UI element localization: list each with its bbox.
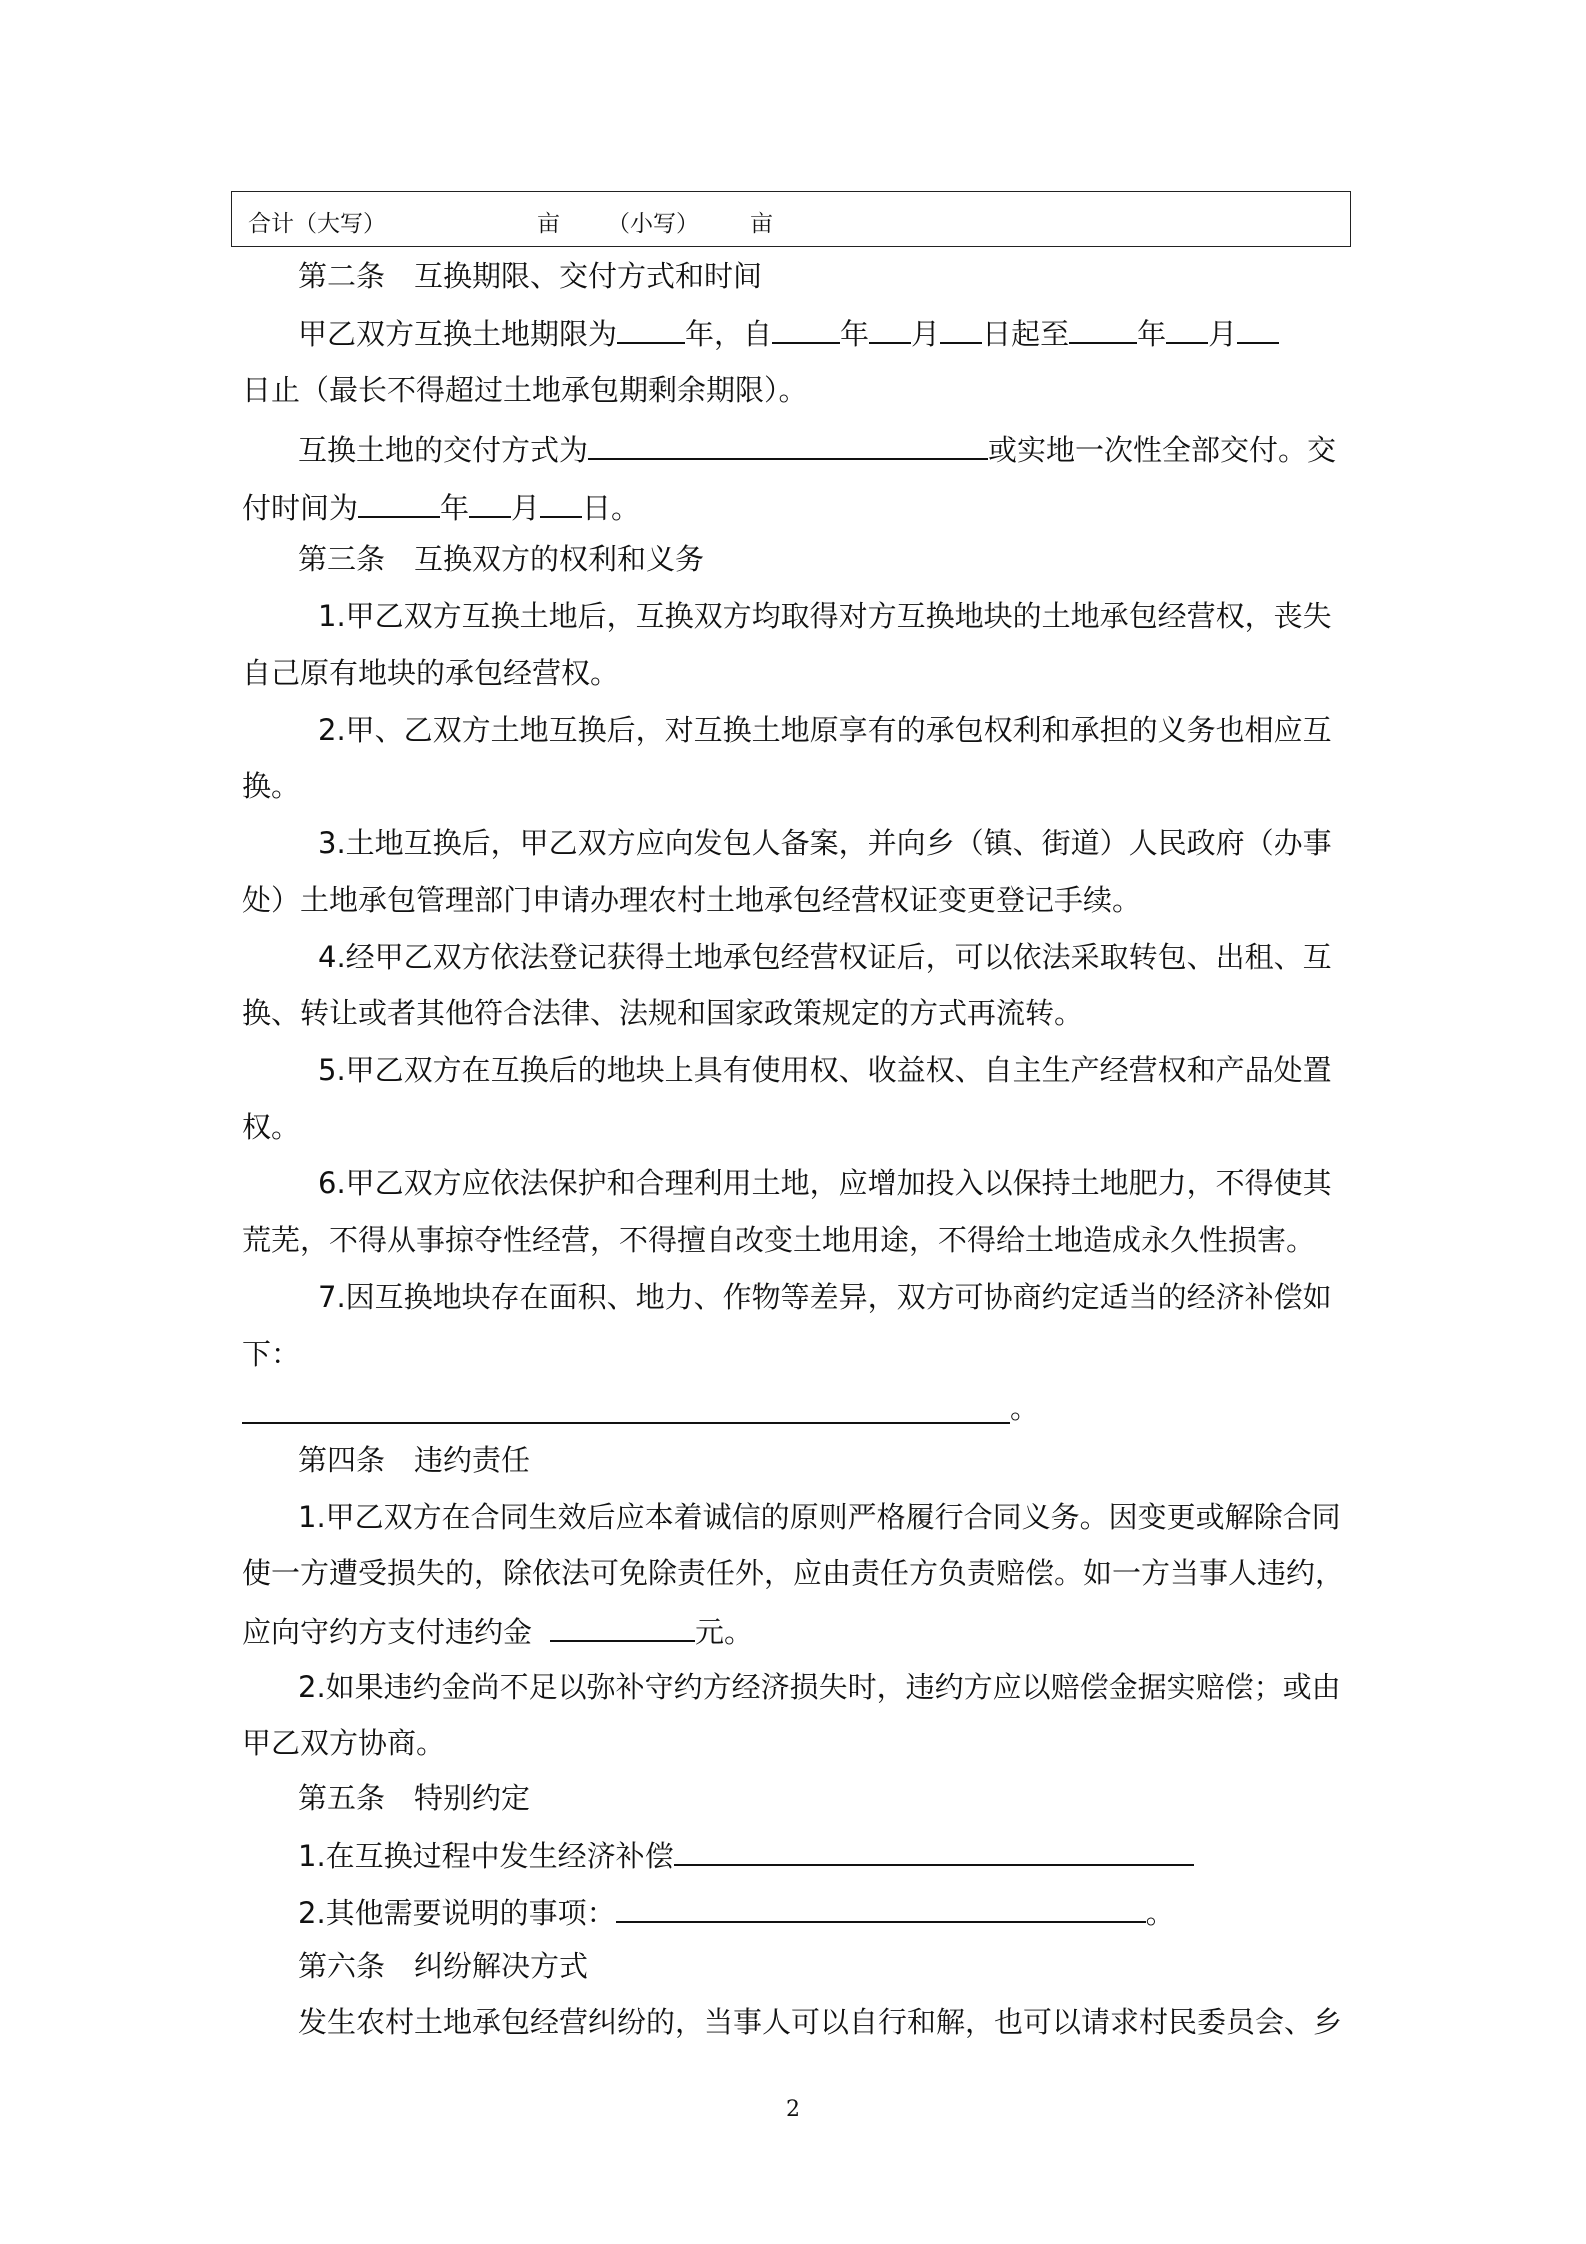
article-2-delivery-method: 互换土地的交付方式为 或实地一次性全部交付。交 [298, 428, 1336, 470]
article-3-item-1b: 自己原有地块的承包经营权。 [242, 656, 620, 690]
article-4-item-2b: 甲乙双方协商。 [242, 1726, 446, 1760]
page-number: 2 [786, 2097, 800, 2122]
article-2-heading: 第二条 互换期限、交付方式和时间 [298, 259, 763, 293]
article-6-paragraph: 发生农村土地承包经营纠纷的，当事人可以自行和解，也可以请求村民委员会、乡 [298, 2005, 1343, 2039]
article-3-item-4b: 换、转让或者其他符合法律、法规和国家政策规定的方式再流转。 [242, 996, 1084, 1030]
article-3-heading: 第三条 互换双方的权利和义务 [298, 542, 705, 576]
mu-unit-1: 亩 [537, 211, 560, 237]
article-5-item-1: 1.在互换过程中发生经济补偿 [298, 1834, 1194, 1876]
article-5-item-2: 2.其他需要说明的事项： 。 [298, 1891, 1175, 1933]
area-total-row [231, 191, 1351, 247]
mu-unit-2: 亩 [750, 211, 773, 237]
article-4-item-1b: 使一方遭受损失的，除依法可免除责任外，应由责任方负责赔偿。如一方当事人违约， [242, 1556, 1345, 1590]
article-4-item-2a: 2.如果违约金尚不足以弥补守约方经济损失时，违约方应以赔偿金据实赔偿；或由 [298, 1670, 1341, 1704]
article-3-item-6b: 荒芜，不得从事掠夺性经营，不得擅自改变土地用途，不得给土地造成永久性损害。 [242, 1223, 1316, 1257]
article-2-term-end: 日止（最长不得超过土地承包期剩余期限）。 [242, 373, 808, 407]
compensation-blank-line [242, 1422, 1010, 1424]
article-3-item-2b: 换。 [242, 769, 301, 803]
article-2-term-line: 甲乙双方互换土地期限为 年，自 年 月 日起至 年 月 [298, 312, 1279, 354]
article-3-item-3a: 3.土地互换后，甲乙双方应向发包人备案，并向乡（镇、街道）人民政府（办事 [318, 826, 1332, 860]
article-2-delivery-time: 付时间为 年 月 日。 [242, 486, 640, 528]
article-4-heading: 第四条 违约责任 [298, 1443, 531, 1477]
total-lowercase-label: （小写） [607, 211, 699, 237]
article-3-item-6a: 6.甲乙双方应依法保护和合理利用土地，应增加投入以保持土地肥力，不得使其 [318, 1166, 1332, 1200]
article-3-item-2a: 2.甲、乙双方土地互换后，对互换土地原享有的承包权利和承担的义务也相应互 [318, 713, 1332, 747]
article-4-item-1c: 应向守约方支付违约金 元。 [242, 1610, 753, 1652]
article-5-heading: 第五条 特别约定 [298, 1781, 531, 1815]
compensation-line-end: 。 [1010, 1391, 1040, 1425]
article-3-item-7a: 7.因互换地块存在面积、地力、作物等差异，双方可协商约定适当的经济补偿如 [318, 1280, 1332, 1314]
article-3-item-1a: 1.甲乙双方互换土地后，互换双方均取得对方互换地块的土地承包经营权，丧失 [318, 599, 1332, 633]
article-4-item-1a: 1.甲乙双方在合同生效后应本着诚信的原则严格履行合同义务。因变更或解除合同 [298, 1500, 1341, 1534]
article-3-item-5b: 权。 [242, 1110, 301, 1144]
article-6-heading: 第六条 纠纷解决方式 [298, 1949, 589, 1983]
total-uppercase-label: 合计（大写） [248, 211, 386, 237]
article-3-item-7b: 下： [242, 1337, 301, 1371]
article-3-item-4a: 4.经甲乙双方依法登记获得土地承包经营权证后，可以依法采取转包、出租、互 [318, 940, 1332, 974]
article-3-item-5a: 5.甲乙双方在互换后的地块上具有使用权、收益权、自主生产经营权和产品处置 [318, 1053, 1332, 1087]
article-3-item-3b: 处）土地承包管理部门申请办理农村土地承包经营权证变更登记手续。 [242, 883, 1142, 917]
